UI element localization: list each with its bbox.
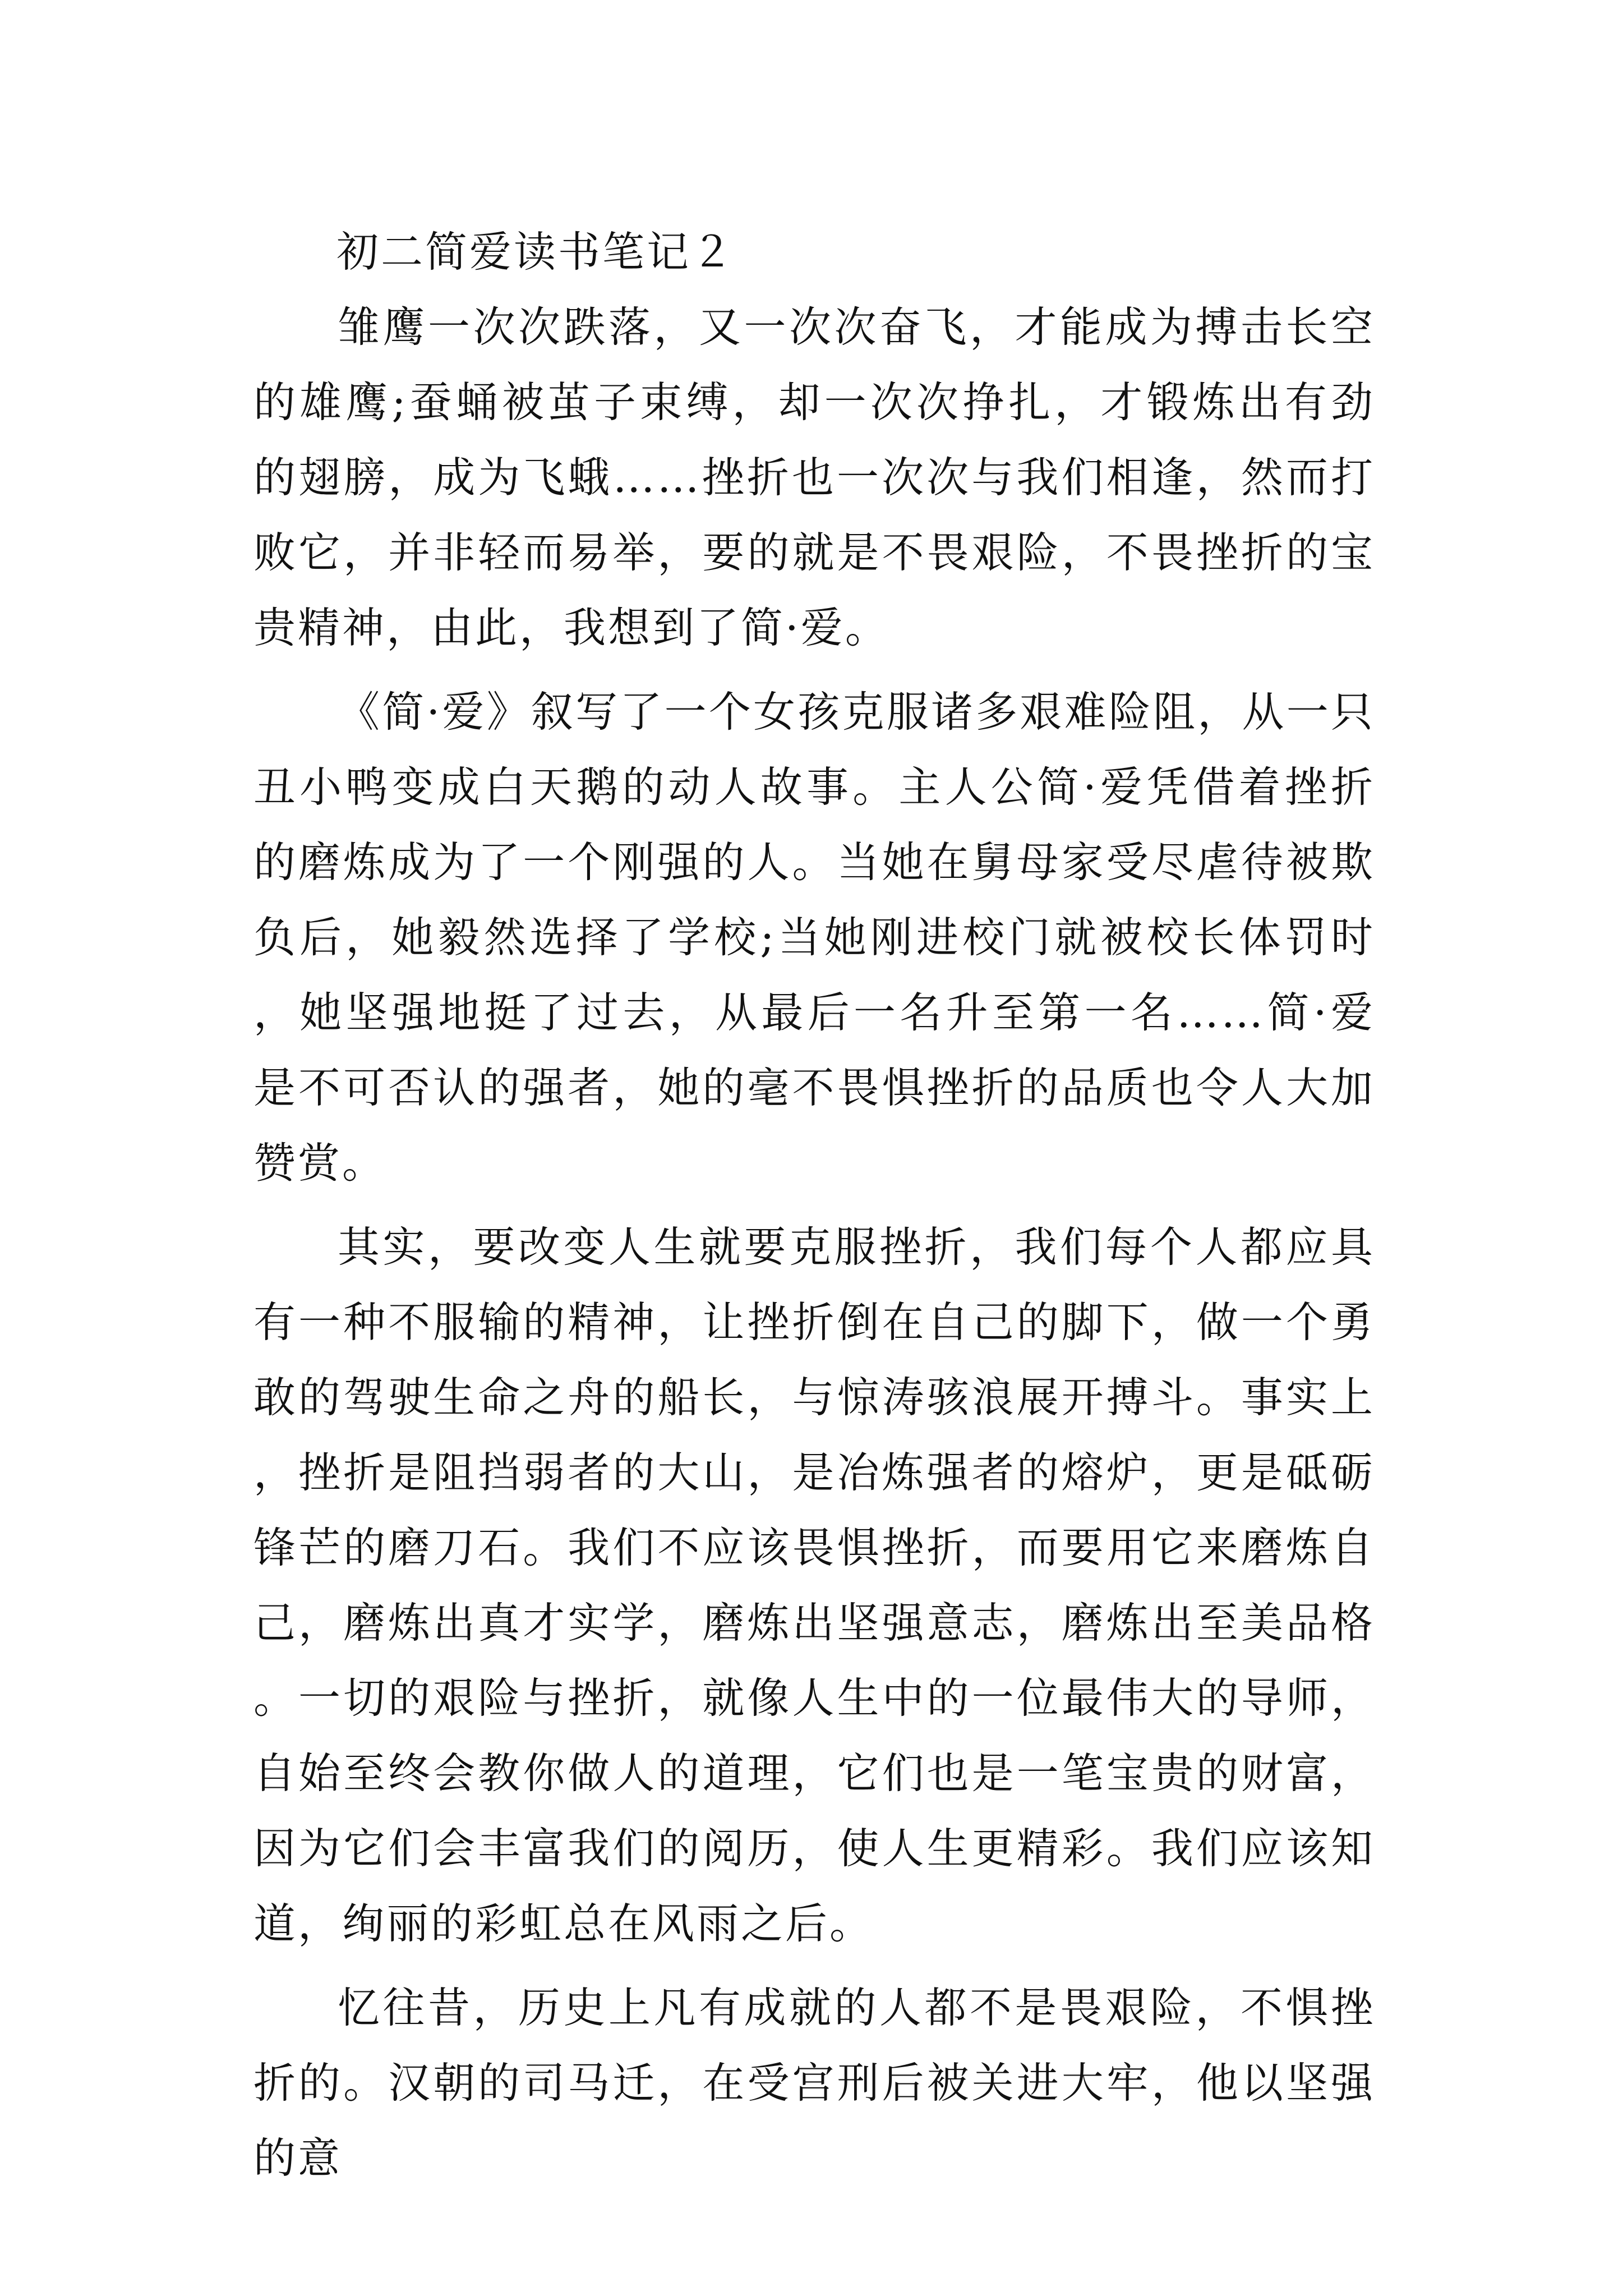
paragraph-1: 雏鹰一次次跌落，又一次次奋飞，才能成为搏击长空的雄鹰;蚕蛹被茧子束缚，却一次次挣扎，才锻炼出有劲的翅膀，成为飞蛾……挫折也一次次与我们相逢，然而打败它，并非轻而易举，要的就是不畏艰险，不畏挫折的宝贵精神，由此，我想到了简·爱。 — [253, 302, 1375, 652]
document-title: 初二简爱读书笔记２ — [336, 227, 736, 277]
paragraph-2: 《简·爱》叙写了一个女孩克服诸多艰难险阻，从一只丑小鸭变成白天鹅的动人故事。主人公简·爱凭借着挫折的磨炼成为了一个刚强的人。当她在舅母家受尽虐待被欺负后，她毅然选择了学校;当她刚进校门就被校长体罚时，她坚强地挺了过去，从最后一名升至第一名……简·爱是不可否认的强者，她的毫不畏惧挫折的品质也令人大加赞赏。 — [253, 687, 1375, 1188]
paragraph-3: 其实，要改变人生就要克服挫折，我们每个人都应具有一种不服输的精神，让挫折倒在自己的脚下，做一个勇敢的驾驶生命之舟的船长，与惊涛骇浪展开搏斗。事实上，挫折是阻挡弱者的大山，是冶炼强者的熔炉，更是砥砺锋芒的磨刀石。我们不应该畏惧挫折，而要用它来磨炼自己，磨炼出真才实学，磨炼出坚强意志，磨炼出至美品格。一切的艰险与挫折，就像人生中的一位最伟大的导师，自始至终会教你做人的道理，它们也是一笔宝贵的财富，因为它们会丰富我们的阅历，使人生更精彩。我们应该知道，绚丽的彩虹总在风雨之后。 — [253, 1222, 1375, 1948]
paragraph-4: 忆往昔，历史上凡有成就的人都不是畏艰险，不惧挫折的。汉朝的司马迁，在受宫刑后被关进大牢，他以坚强的意 — [253, 1983, 1375, 2183]
document-body — [253, 214, 1375, 2205]
